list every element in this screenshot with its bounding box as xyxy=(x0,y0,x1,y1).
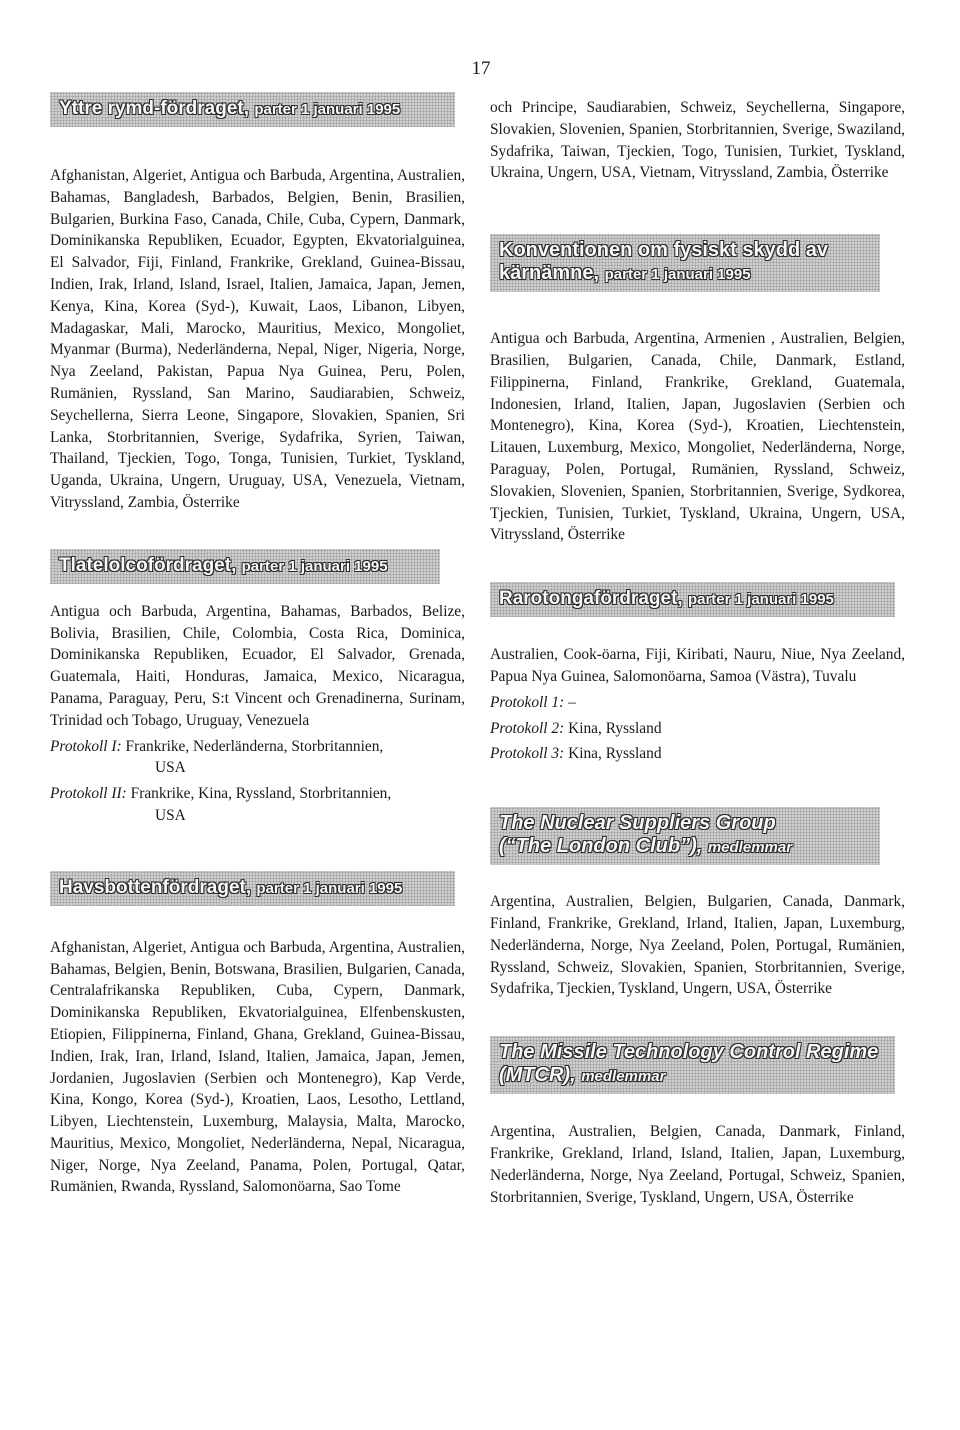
protocol-1 xyxy=(490,692,905,714)
section-yttre-rymd xyxy=(50,92,465,514)
section-banner xyxy=(50,549,440,584)
section-banner xyxy=(490,1036,895,1094)
protocol-value-cont: USA xyxy=(155,806,186,824)
section-banner xyxy=(50,92,455,127)
protocol-value: Kina, Ryssland xyxy=(568,719,662,737)
section-tlatelolco xyxy=(50,549,465,827)
section-banner xyxy=(50,871,455,906)
section-banner xyxy=(490,807,880,865)
continued-body: och Principe, Saudiarabien, Schweiz, Seychellerna, Singapore, Slovakien, Slovenien, Spanien, Storbritannien, Sverige, Swaziland, Sydafrika, Taiwan, Tjeckien, Togo, Tunisien, Turkiet, Tyskland, Ukraina, Ungern, USA, Vietnam, Vitryssland, Zambia, Österrike xyxy=(490,99,905,182)
section-body: Afghanistan, Algeriet, Antigua och Barbuda, Argentina, Australien, Bahamas, Belgien, Benin, Botswana, Brasilien, Bulgarien, Canada, Centralafrikanska Republiken, Cuba, Cypern, Danmark, Dominikanska Republiken, Ekvatorialguinea, Elfenbenskusten, Etiopien, Filippinerna, Finland, Ghana, Grekland, Guinea-Bissau, Indien, Irak, Iran, Irland, Island, Italien, Jamaica, Japan, Jemen, Jordanien, Jugoslavien (Serbien och Montenegro), Kap Verde, Kina, Kongo, Korea (Syd-), Kroatien, Laos, Lesotho, Lettland, Libyen, Liechtenstein, Luxemburg, Malaysia, Malta, Marocko, Mauritius, Mexico, Mongoliet, Nederländerna, Nepal, Nicaragua, Niger, Norge, Nya Zeeland, Panama, Polen, Portugal, Qatar, Rumänien, Rwanda, Ryssland, Salomonöarna, Sao Tome xyxy=(50,938,465,1196)
page-number: 17 xyxy=(471,58,491,79)
section-karnamne xyxy=(490,234,905,546)
section-title-line2: (MTCR), xyxy=(499,1064,576,1087)
protocol-3 xyxy=(490,743,905,765)
protocol-value-cont: USA xyxy=(155,759,186,777)
section-title: Havsbottenfördraget, xyxy=(59,876,252,898)
section-title-line1: Konventionen om fysiskt skydd av xyxy=(499,239,828,262)
section-body: Argentina, Australien, Belgien, Bulgarien, Canada, Danmark, Finland, Frankrike, Grekland, Irland, Italien, Japan, Luxemburg, Nederländerna, Norge, Nya Zeeland, Polen, Portugal, Rumänien, Ryssland, Schweiz, Slovakien, Spanien, Storbritannien, Sverige, Sydafrika, Tjeckien, Tyskland, Ungern, USA, Österrike xyxy=(490,893,905,998)
section-subtitle: parter 1 januari 1995 xyxy=(687,591,834,609)
protocol-value: – xyxy=(568,693,576,711)
section-title-line1: The Nuclear Suppliers Group xyxy=(499,812,776,835)
section-body: Argentina, Australien, Belgien, Canada, Danmark, Finland, Frankrike, Grekland, Irland, Island, Italien, Japan, Luxemburg, Nederländerna, Norge, Nya Zeeland, Portugal, Schweiz, Spanien, Storbritannien, Sverige, Tyskland, Ungern, USA, Österrike xyxy=(490,1123,905,1206)
protocol-value: Kina, Ryssland xyxy=(568,745,662,763)
section-body: Antigua och Barbuda, Argentina, Armenien , Australien, Belgien, Brasilien, Bulgarien, Canada, Chile, Danmark, Estland, Filippinerna, Finland, Frankrike, Grekland, Guatemala, Indonesien, Irland, Italien, Japan, Jugoslavien (Serbien och Montenegro), Kina, Korea (Syd-), Kroatien, Liechtenstein, Litauen, Luxemburg, Mexico, Mongoliet, Nederländerna, Norge, Paraguay, Polen, Portugal, Rumänien, Ryssland, Schweiz, Slovakien, Slovenien, Spanien, Storbritannien, Sverige, Sydkorea, Tjeckien, Tunisien, Turkiet, Tyskland, Ukraina, Ungern, USA, Vitryssland, Österrike xyxy=(490,330,905,544)
section-subtitle: parter 1 januari 1995 xyxy=(604,266,751,284)
protocol-2 xyxy=(50,783,465,827)
section-subtitle: medlemmar xyxy=(707,839,793,857)
section-banner xyxy=(490,234,880,292)
protocol-label: Protokoll II: xyxy=(50,785,127,803)
section-body: Afghanistan, Algeriet, Antigua och Barbuda, Argentina, Australien, Bahamas, Bangladesh, Barbados, Belgien, Benin, Brasilien, Bulgarien, Burkina Faso, Canada, Chile, Cuba, Cypern, Danmark, Dominikanska Republiken, Ecuador, Egypten, Ekvatorialguinea, El Salvador, Fiji, Finland, Frankrike, Grekland, Guinea-Bissau, Indien, Irak, Irland, Island, Israel, Italien, Jamaica, Japan, Jemen, Kenya, Kina, Korea (Syd-), Kuwait, Laos, Libanon, Libyen, Madagaskar, Mali, Marocko, Mauritius, Mexico, Mongoliet, Myanmar (Burma), Nederländerna, Nepal, Niger, Nigeria, Norge, Nya Zeeland, Pakistan, Papua Nya Guinea, Peru, Polen, Rumänien, Ryssland, San Marino, Saudiarabien, Schweiz, Seychellerna, Sierra Leone, Singapore, Slovakien, Spanien, Sri Lanka, Storbritannien, Sverige, Sydafrika, Syrien, Taiwan, Thailand, Tjeckien, Togo, Tonga, Tunisien, Turkiet, Tyskland, Uganda, Ukraina, Ungern, Uruguay, USA, Venezuela, Vietnam, Vitryssland, Zambia, Österrike xyxy=(50,167,465,511)
protocol-label: Protokoll 3: xyxy=(490,745,565,763)
protocol-2 xyxy=(490,718,905,740)
section-title: Rarotongafördraget, xyxy=(499,588,683,610)
section-title: Yttre rymd-fördraget, xyxy=(59,98,250,119)
section-title: Tlatelolcofördraget, xyxy=(59,554,237,576)
section-title-line1: The Missile Technology Control Regime xyxy=(499,1041,879,1064)
section-subtitle: parter 1 januari 1995 xyxy=(256,879,403,897)
section-banner xyxy=(490,582,895,617)
protocol-label: Protokoll 1: xyxy=(490,693,565,711)
protocol-value: Frankrike, Kina, Ryssland, Storbritannien, xyxy=(130,785,392,803)
section-subtitle: medlemmar xyxy=(581,1068,666,1086)
section-title-line2: kärnämne, xyxy=(499,262,600,285)
section-havsbotten xyxy=(50,871,465,1199)
section-subtitle: parter 1 januari 1995 xyxy=(241,557,388,575)
section-nsg xyxy=(490,807,905,1000)
section-body: Australien, Cook-öarna, Fiji, Kiribati, Nauru, Niue, Nya Zeeland, Papua Nya Guinea, Salomonöarna, Samoa (Västra), Tuvalu xyxy=(490,646,905,685)
section-subtitle: parter 1 januari 1995 xyxy=(254,101,401,118)
left-column xyxy=(50,92,465,1198)
section-rarotonga xyxy=(490,582,905,765)
right-column xyxy=(490,97,905,1208)
protocol-value: Frankrike, Nederländerna, Storbritannien, xyxy=(125,737,384,755)
section-body: Antigua och Barbuda, Argentina, Bahamas, Barbados, Belize, Bolivia, Brasilien, Chile, Colombia, Costa Rica, Dominica, Dominikanska Republiken, Ecuador, El Salvador, Grenada, Guatemala, Haiti, Honduras, Jamaica, Mexico, Nicaragua, Panama, Paraguay, Peru, S:t Vincent och Grenadinerna, Surinam, Trinidad och Tobago, Uruguay, Venezuela xyxy=(50,602,465,729)
protocol-label: Protokoll 2: xyxy=(490,719,565,737)
section-title-line2: (“The London Club”), xyxy=(499,835,703,858)
protocol-1 xyxy=(50,736,465,780)
section-mtcr xyxy=(490,1036,905,1208)
protocol-label: Protokoll I: xyxy=(50,737,122,755)
